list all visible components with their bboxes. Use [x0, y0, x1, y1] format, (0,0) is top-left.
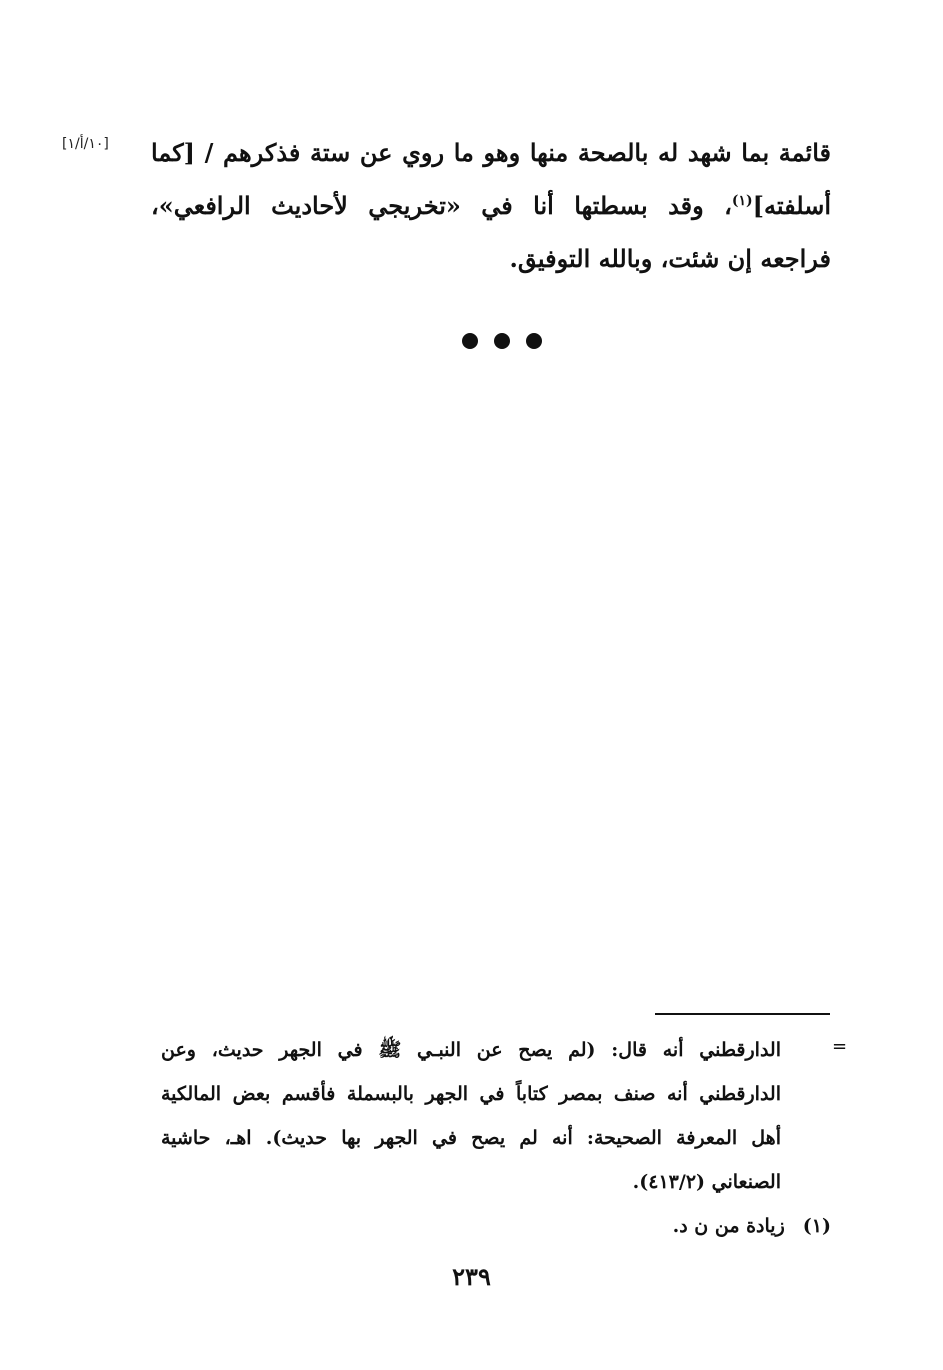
margin-manuscript-reference: [١٠/أ/١]	[62, 136, 109, 152]
footnote-number: (١)	[802, 1215, 831, 1237]
body-line-2-end: ، وقد بسطتها أنا في «تخريجي لأحاديث الرافعي»،	[151, 191, 732, 220]
body-line-2-start: أسلفته]	[752, 191, 831, 220]
footnote-continuation-mark: =	[832, 1036, 848, 1057]
footnote-reference-1[interactable]: (١)	[731, 193, 753, 209]
separator-dot-icon	[494, 333, 510, 349]
footnote-line-1: الدارقطني أنه قال: (لم يصح عن النبـي ﷺ في الجهر حديث، وعن	[161, 1039, 781, 1061]
section-separator	[462, 332, 542, 350]
separator-dot-icon	[462, 333, 478, 349]
footnote-divider	[655, 1013, 830, 1015]
footnote-item-1	[161, 1204, 831, 1248]
footnote-line-2: الدارقطني أنه صنف بمصر كتاباً في الجهر بالبسملة فأقسم بعض المالكية	[161, 1083, 781, 1105]
separator-dot-icon	[526, 333, 542, 349]
footnote-line-4: الصنعاني (٤١٣/٢).	[632, 1171, 781, 1193]
footnote-text: زيادة من ن د.	[672, 1215, 785, 1237]
footnote-line-3: أهل المعرفة الصحيحة: أنه لم يصح في الجهر بها حديث). اهـ، حاشية	[161, 1127, 781, 1149]
page-number: ٢٣٩	[452, 1262, 491, 1291]
footnote-continuation	[161, 1028, 831, 1204]
body-line-2	[151, 179, 831, 232]
footnotes-section	[161, 1028, 831, 1248]
main-body-text	[151, 126, 831, 285]
body-line-1: قائمة بما شهد له بالصحة منها وهو ما روي عن ستة فذكرهم / [كما	[151, 138, 832, 167]
body-line-3: فراجعه إن شئت، وبالله التوفيق.	[509, 244, 831, 273]
